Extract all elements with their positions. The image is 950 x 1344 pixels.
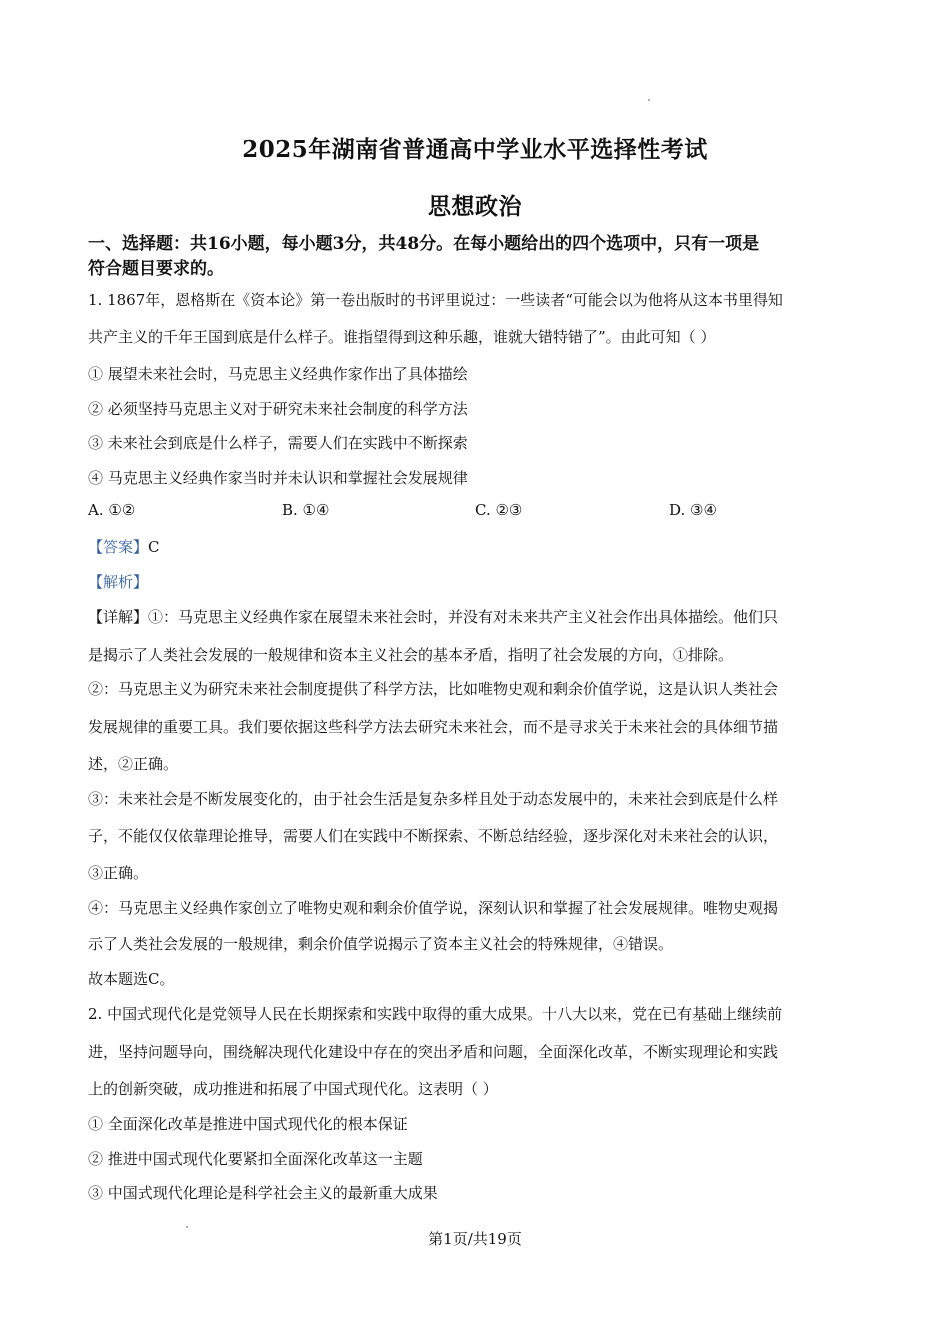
q2-stem-line: 上的创新突破，成功推进和拓展了中国式现代化。这表明（ ） xyxy=(88,1080,498,1098)
page-footer: 第1页/共19页 xyxy=(428,1230,522,1248)
option-d: D. ③④ xyxy=(669,501,717,519)
answer-line xyxy=(88,536,160,557)
detail-line: 示了人类社会发展的一般规律，剩余价值学说揭示了资本主义社会的特殊规律，④错误。 xyxy=(88,935,674,953)
q2-item: ③ 中国式现代化理论是科学社会主义的最新重大成果 xyxy=(88,1184,438,1202)
option-b: B. ①④ xyxy=(282,501,330,519)
detail-line: 子，不能仅仅依靠理论推导，需要人们在实践中不断探索、不断总结经验，逐步深化对未来社会的认识， xyxy=(88,827,779,845)
q1-stem-line: 1. 1867年，恩格斯在《资本论》第一卷出版时的书评里说过：一些读者“可能会以为他将从这本书里得知 xyxy=(88,291,783,309)
conclusion-line: 故本题选C。 xyxy=(88,970,175,988)
detail-line: 是揭示了人类社会发展的一般规律和资本主义社会的基本矛盾，指明了社会发展的方向，①排除。 xyxy=(88,646,734,664)
q2-item: ① 全面深化改革是推进中国式现代化的根本保证 xyxy=(88,1115,408,1133)
analysis-tag: 【解析】 xyxy=(88,573,149,591)
q1-item: ④ 马克思主义经典作家当时并未认识和掌握社会发展规律 xyxy=(88,469,468,487)
detail-line: 发展规律的重要工具。我们要依据这些科学方法去研究未来社会，而不是寻求关于未来社会的具体细节描 xyxy=(88,718,779,736)
option-a: A. ①② xyxy=(88,501,136,519)
q2-stem-line: 2. 中国式现代化是党领导人民在长期探索和实践中取得的重大成果。十八大以来，党在已有基础上继续前 xyxy=(88,1005,783,1023)
option-c: C. ②③ xyxy=(475,501,523,519)
answer-value: C xyxy=(148,538,160,556)
scan-dot xyxy=(648,99,650,101)
section-heading xyxy=(88,232,868,282)
detail-line: ②：马克思主义为研究未来社会制度提供了科学方法，比如唯物史观和剩余价值学说，这是认识人类社会 xyxy=(88,680,779,698)
q1-stem-line: 共产主义的千年王国到底是什么样子。谁指望得到这种乐趣，谁就大错特错了”。由此可知（ ） xyxy=(88,328,716,346)
q1-item: ② 必须坚持马克思主义对于研究未来社会制度的科学方法 xyxy=(88,400,468,418)
detail-line: 述，②正确。 xyxy=(88,755,179,773)
detail-line: 【详解】①：马克思主义经典作家在展望未来社会时，并没有对未来共产主义社会作出具体描绘。他们只 xyxy=(88,608,779,626)
section-heading-line: 符合题目要求的。 xyxy=(88,259,224,279)
answer-tag: 【答案】 xyxy=(88,538,149,556)
q2-item: ② 推进中国式现代化要紧扣全面深化改革这一主题 xyxy=(88,1150,423,1168)
detail-line: ③：未来社会是不断发展变化的，由于社会生活是复杂多样且处于动态发展中的，未来社会到底是什么样 xyxy=(88,790,779,808)
detail-line: ④：马克思主义经典作家创立了唯物史观和剩余价值学说，深刻认识和掌握了社会发展规律。唯物史观揭 xyxy=(88,899,779,917)
exam-title: 2025年湖南省普通高中学业水平选择性考试 xyxy=(242,136,708,163)
subject-title: 思想政治 xyxy=(428,193,522,220)
q1-item: ① 展望未来社会时，马克思主义经典作家作出了具体描绘 xyxy=(88,365,468,383)
q1-item: ③ 未来社会到底是什么样子，需要人们在实践中不断探索 xyxy=(88,434,468,452)
section-heading-line: 一、选择题：共16小题，每小题3分，共48分。在每小题给出的四个选项中，只有一项是 xyxy=(88,234,760,254)
q2-stem-line: 进，坚持问题导向，围绕解决现代化建设中存在的突出矛盾和问题，全面深化改革，不断实现理论和实践 xyxy=(88,1043,779,1061)
detail-line: ③正确。 xyxy=(88,864,149,882)
